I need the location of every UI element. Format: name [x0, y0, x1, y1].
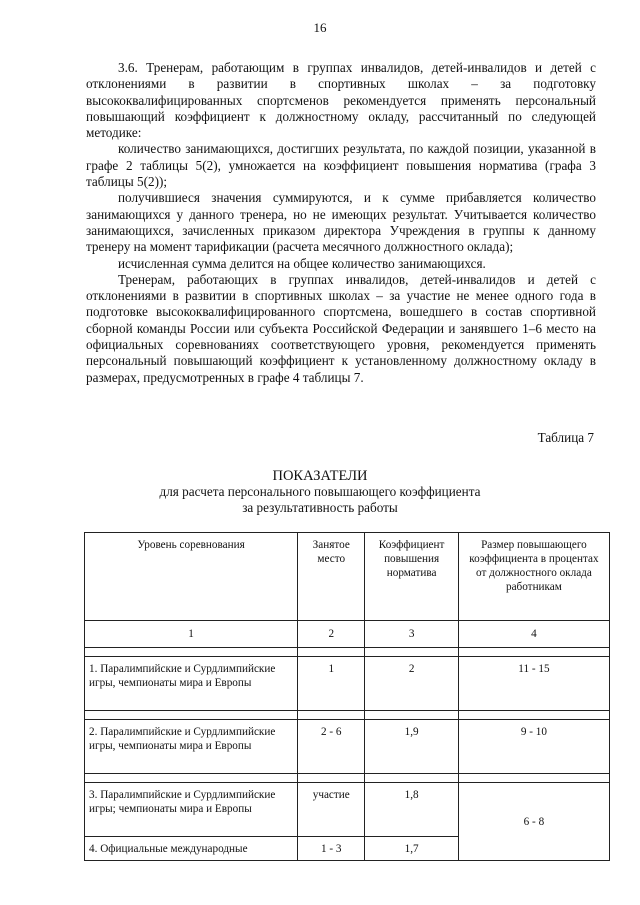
- spacer-cell: [298, 648, 365, 657]
- header-size: Размер повышающего коэффициента в процентах от должностного оклада работникам: [458, 533, 609, 621]
- column-number-row: [85, 621, 610, 648]
- table-spacer-row: [85, 648, 610, 657]
- spacer-cell: [85, 774, 298, 783]
- spacer-cell: [458, 648, 609, 657]
- column-number: 1: [85, 621, 298, 648]
- table-spacer-row: [85, 711, 610, 720]
- spacer-cell: [365, 774, 458, 783]
- paragraph-3-6: 3.6. Тренерам, работающим в группах инвалидов, детей-инвалидов и детей с отклонениями в развитии в спортивных школах – за подготовку высококвалифицированных спортсменов рекомендуется применять персональный повышающий коэффициент к должностному окладу, рассчитанный по следующей методике:: [86, 60, 596, 141]
- column-number: 4: [458, 621, 609, 648]
- table-row: [85, 783, 610, 837]
- title-line-3: за результативность работы: [242, 500, 398, 515]
- place-cell: участие: [298, 783, 365, 837]
- coef-cell: 1,8: [365, 783, 458, 837]
- title-line-2: для расчета персонального повышающего коэффициента: [159, 484, 481, 499]
- column-number: 3: [365, 621, 458, 648]
- spacer-cell: [298, 774, 365, 783]
- column-number: 2: [298, 621, 365, 648]
- header-place: Занятое место: [298, 533, 365, 621]
- level-cell: 2. Паралимпийские и Сурдлимпийские игры, чемпионаты мира и Европы: [85, 720, 298, 774]
- paragraph-trainers: Тренерам, работающих в группах инвалидов, детей-инвалидов и детей с отклонениями в развитии в спортивных школах – за участие не менее одного года в подготовке высококвалифицированного спортсмена, вошедшего в состав спортивной сборной команды России или субъекта Российской Федерации и занявшего 1–6 место на официальных соревнованиях соответствующего уровня, рекомендуется применять персональный повышающий коэффициент к установленному должностному окладу в размерах, предусмотренных в графе 4 таблицы 7.: [86, 271, 596, 385]
- paragraph-divide-method: исчисленная сумма делится на общее количество занимающихся.: [118, 255, 486, 271]
- spacer-cell: [85, 711, 298, 720]
- place-cell: 2 - 6: [298, 720, 365, 774]
- spacer-cell: [365, 648, 458, 657]
- body-text: [86, 60, 596, 386]
- size-cell-merged: 6 - 8: [458, 783, 609, 861]
- table-spacer-row: [85, 774, 610, 783]
- paragraph-count-method: количество занимающихся, достигших результата, по каждой позиции, указанной в графе 2 таблицы 5(2), умножается на коэффициент повышения норматива (графа 3 таблицы 5(2));: [86, 141, 596, 190]
- table-header-row: [85, 533, 610, 621]
- header-level: Уровень соревнования: [85, 533, 298, 621]
- level-cell: 1. Паралимпийские и Сурдлимпийские игры, чемпионаты мира и Европы: [85, 657, 298, 711]
- table-title: [0, 468, 640, 516]
- table-row: [85, 720, 610, 774]
- level-cell: 4. Официальные международные: [85, 837, 298, 861]
- spacer-cell: [458, 774, 609, 783]
- place-cell: 1 - 3: [298, 837, 365, 861]
- title-line-1: ПОКАЗАТЕЛИ: [272, 468, 368, 484]
- size-cell: 9 - 10: [458, 720, 609, 774]
- coef-cell: 1,9: [365, 720, 458, 774]
- level-cell: 3. Паралимпийские и Сурдлимпийские игры; чемпионаты мира и Европы: [85, 783, 298, 837]
- spacer-cell: [298, 711, 365, 720]
- indicators-table: [84, 532, 610, 861]
- coef-cell: 2: [365, 657, 458, 711]
- place-cell: 1: [298, 657, 365, 711]
- spacer-cell: [458, 711, 609, 720]
- page-number: 16: [313, 20, 327, 35]
- table-label: Таблица 7: [537, 430, 594, 445]
- spacer-cell: [85, 648, 298, 657]
- paragraph-sum-method: получившиеся значения суммируются, и к сумме прибавляется количество занимающихся у данного тренера, но не имеющих результат. Учитывается количество занимающихся, зачисленных приказом директора Учреждения в группы к данному тренеру на момент тарификации (расчета месячного должностного оклада);: [86, 190, 596, 255]
- coef-cell: 1,7: [365, 837, 458, 861]
- size-cell: 11 - 15: [458, 657, 609, 711]
- header-coef: Коэффициент повышения норматива: [365, 533, 458, 621]
- spacer-cell: [365, 711, 458, 720]
- table-row: [85, 657, 610, 711]
